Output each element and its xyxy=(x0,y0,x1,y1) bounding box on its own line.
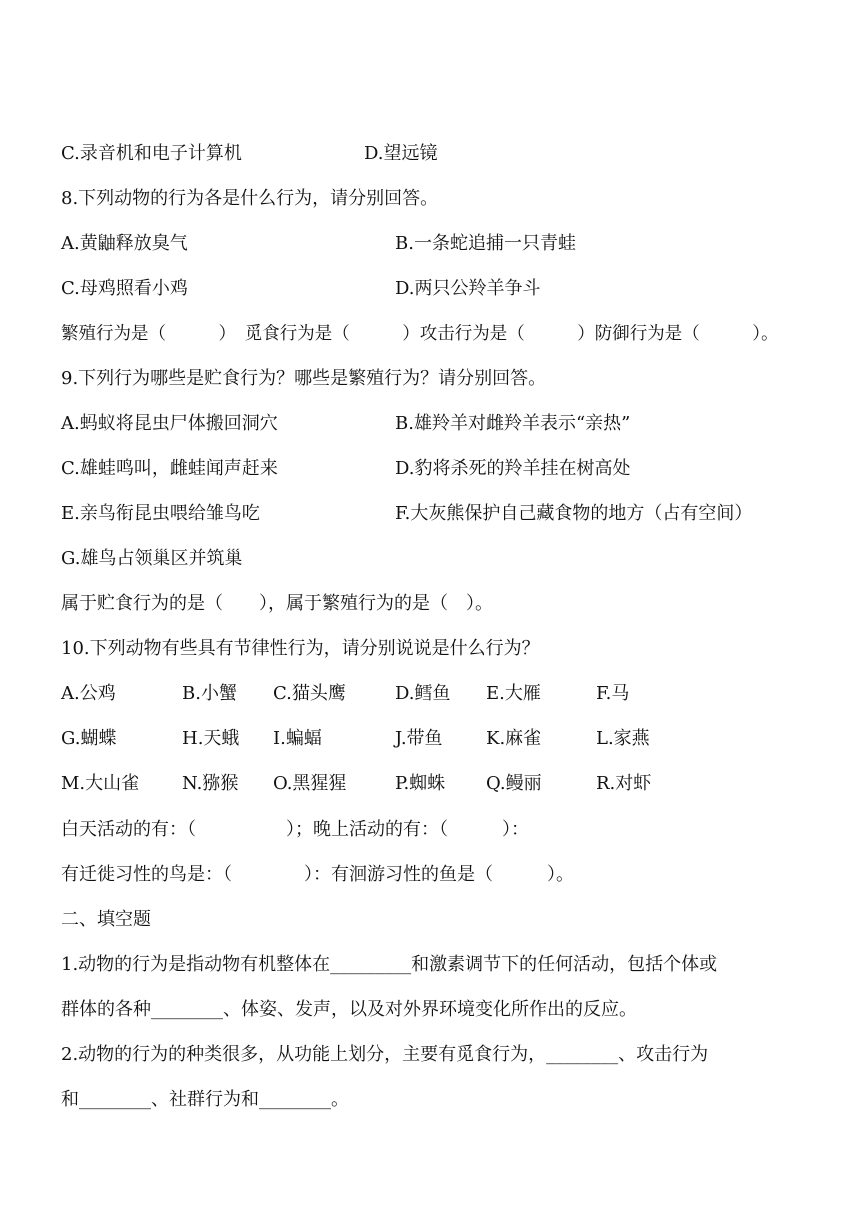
q8-option-a: A.黄鼬释放臭气 xyxy=(61,233,188,254)
q10-stem: 10.下列动物有些具有节律性行为，请分别说说是什么行为？ xyxy=(61,638,540,659)
q10-answer-line-1: 白天活动的有：（ ）；晚上活动的有：（ ）： xyxy=(61,819,529,840)
q8-option-d: D.两只公羚羊争斗 xyxy=(395,278,541,299)
q10-animal-f: F.马 xyxy=(596,683,630,704)
q10-animal-b: B.小蟹 xyxy=(182,683,237,704)
fill-q2-line-2: 和________、社群行为和________。 xyxy=(61,1089,349,1110)
q10-animal-r: R.对虾 xyxy=(596,773,652,794)
fill-q1-line-1: 1.动物的行为是指动物有机整体在_________和激素调节下的任何活动，包括个体或 xyxy=(61,954,718,975)
q10-animal-i: I.蝙蝠 xyxy=(273,728,322,749)
q10-animal-m: M.大山雀 xyxy=(61,773,140,794)
q10-animal-n: N.猕猴 xyxy=(182,773,239,794)
q10-animal-a: A.公鸡 xyxy=(61,683,116,704)
q10-animal-g: G.蝴蝶 xyxy=(61,728,117,749)
fill-q1-line-2: 群体的各种________、体姿、发声，以及对外界环境变化所作出的反应。 xyxy=(61,999,637,1020)
section-heading-fill-in: 二、填空题 xyxy=(61,909,151,930)
q10-animal-l: L.家燕 xyxy=(596,728,650,749)
q10-animal-d: D.鳕鱼 xyxy=(395,683,451,704)
q9-answer-line: 属于贮食行为的是（ ），属于繁殖行为的是（ ）。 xyxy=(61,593,493,614)
q9-option-f: F.大灰熊保护自己藏食物的地方（占有空间） xyxy=(395,503,753,524)
q10-answer-line-2: 有迁徙习性的鸟是：（ ）：有洄游习性的鱼是（ ）。 xyxy=(61,864,574,885)
q8-option-b: B.一条蛇追捕一只青蛙 xyxy=(395,233,576,254)
q7-option-d: D.望远镜 xyxy=(364,143,438,164)
q8-option-c: C.母鸡照看小鸡 xyxy=(61,278,188,299)
q10-animal-e: E.大雁 xyxy=(486,683,541,704)
q9-option-g: G.雄鸟占领巢区并筑巢 xyxy=(61,548,243,569)
q10-animal-j: J.带鱼 xyxy=(395,728,443,749)
q9-option-c: C.雄蛙鸣叫，雌蛙闻声赶来 xyxy=(61,458,278,479)
q10-animal-q: Q.鳗丽 xyxy=(486,773,542,794)
q10-animal-h: H.天蛾 xyxy=(182,728,240,749)
q9-option-b: B.雄羚羊对雌羚羊表示“亲热” xyxy=(395,413,631,434)
q9-option-a: A.蚂蚁将昆虫尸体搬回洞穴 xyxy=(61,413,278,434)
q7-option-c: C.录音机和电子计算机 xyxy=(61,143,242,164)
q10-animal-c: C.猫头鹰 xyxy=(273,683,346,704)
q9-option-d: D.豹将杀死的羚羊挂在树高处 xyxy=(395,458,631,479)
q10-animal-k: K.麻雀 xyxy=(486,728,542,749)
q10-animal-p: P.蜘蛛 xyxy=(395,773,446,794)
q8-answer-line: 繁殖行为是（ ） 觅食行为是（ ）攻击行为是（ ）防御行为是（ ）。 xyxy=(61,324,779,344)
q8-stem: 8.下列动物的行为各是什么行为，请分别回答。 xyxy=(61,188,439,209)
q10-animal-o: O.黑猩猩 xyxy=(273,773,347,794)
q9-option-e: E.亲鸟衔昆虫喂给雏鸟吃 xyxy=(61,503,260,524)
q9-stem: 9.下列行为哪些是贮食行为？哪些是繁殖行为？请分别回答。 xyxy=(61,368,547,389)
fill-q2-line-1: 2.动物的行为的种类很多，从功能上划分，主要有觅食行为，________、攻击行为 xyxy=(61,1044,709,1065)
